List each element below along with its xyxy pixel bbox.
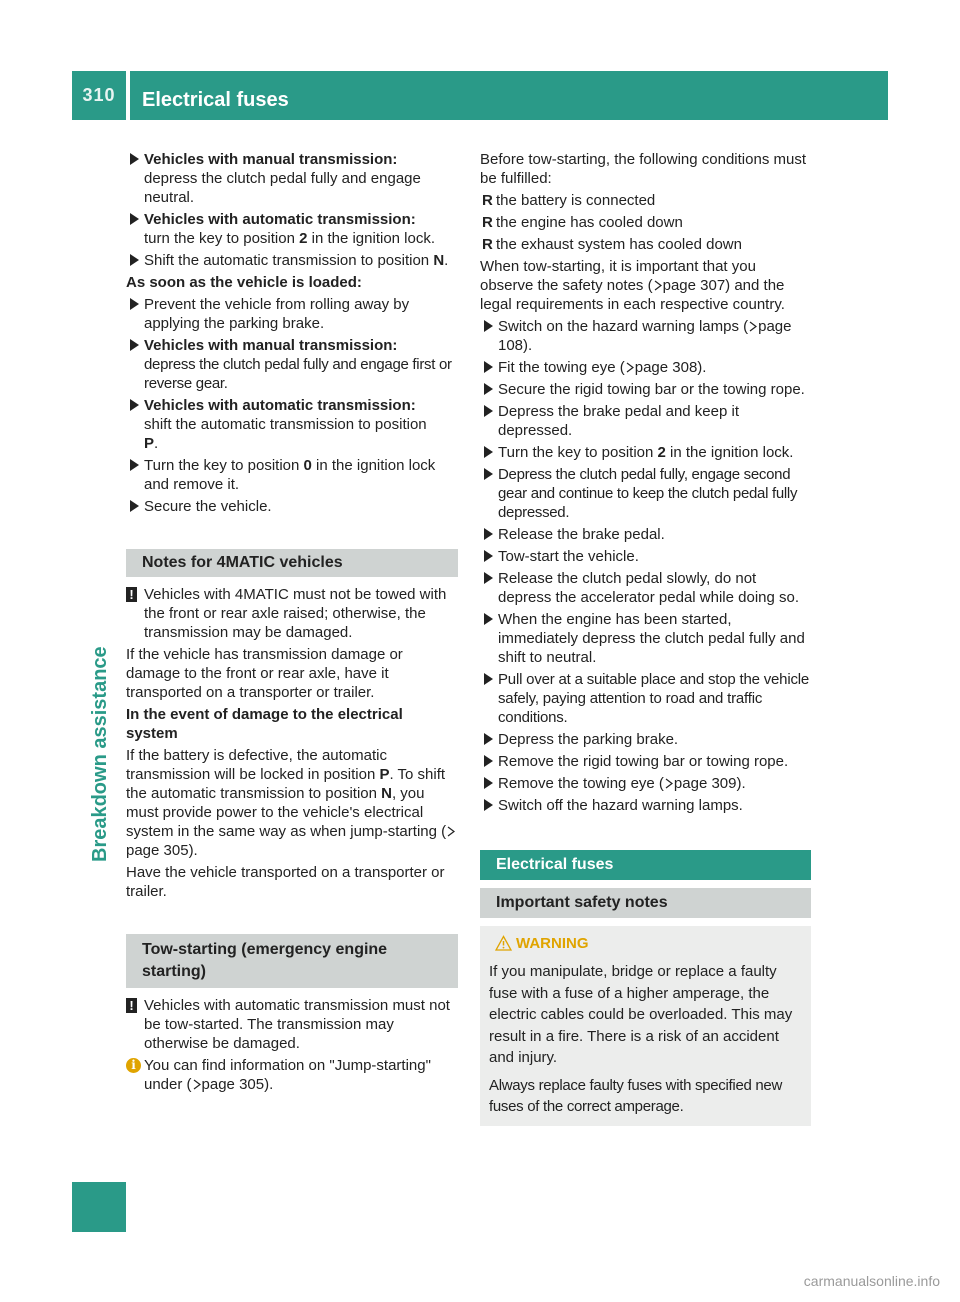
step-arrow-icon [483,732,495,747]
page-reference[interactable]: page 308). [634,359,707,376]
bullet-item [480,235,811,254]
step-item [480,380,811,399]
key-position: 0 [303,457,312,474]
right-column [480,150,811,1126]
step-text: Pull over at a suitable place and stop the vehicle safely, paying attention to road and traffic conditions. [498,671,810,726]
step-item [480,443,811,462]
subheading: As soon as the vehicle is loaded: [126,274,362,291]
step-item [480,569,811,607]
step-text: . [444,252,449,269]
step-text: depress the clutch pedal fully and engage first or reverse gear. [144,356,452,392]
step-item [480,752,811,771]
step-item [480,610,811,667]
exclamation-icon: ! [126,998,137,1013]
sidebar-title: Breakdown assistance [89,646,111,862]
paragraph: Have the vehicle transported on a transporter or trailer. [126,864,445,900]
step-arrow-icon [483,798,495,813]
warning-text: Always replace faulty fuses with specified new fuses of the correct amperage. [489,1076,783,1115]
step-text: shift the automatic transmission to position [144,416,427,433]
step-arrow-icon [129,253,141,268]
key-position: 2 [657,444,666,461]
gear-position: P [144,435,155,452]
step-arrow-icon [483,445,495,460]
step-arrow-icon [483,754,495,769]
step-item [126,396,458,453]
step-text: Switch on the hazard warning lamps ( [498,318,749,335]
step-text: Release the brake pedal. [498,526,665,543]
bullet-text: the engine has cooled down [496,214,683,231]
caution-note [126,996,458,1053]
step-text: Depress the parking brake. [498,731,679,748]
step-label: Vehicles with automatic transmission: [144,211,416,228]
step-item [126,336,458,393]
step-arrow-icon [129,398,141,413]
step-text: Release the clutch pedal slowly, do not depress the accelerator pedal while doing so. [498,570,800,606]
bullet-r-icon: R [482,192,493,209]
note-text: You can find information on "Jump-starting" under ( [144,1057,431,1093]
section-heading-electrical-fuses: Electrical fuses [480,850,811,880]
step-text: Fit the towing eye ( [498,359,625,376]
step-item [126,150,458,207]
step-text: in the ignition lock. [307,230,436,247]
step-text: Tow-start the vehicle. [498,548,639,565]
note-text: Vehicles with automatic transmission must not be tow-started. The transmission may otherwise be damaged. [144,997,450,1052]
step-item [480,730,811,749]
step-text: Remove the towing eye ( [498,775,664,792]
step-arrow-icon [483,549,495,564]
bullet-text: the exhaust system has cooled down [496,236,742,253]
exclamation-icon: ! [126,587,137,602]
subheading: In the event of damage to the electrical system [126,706,403,742]
bullet-item [480,191,811,210]
paragraph: Before tow-starting, the following conditions must be fulfilled: [480,151,806,187]
watermark: carmanualsonline.info [803,1273,940,1289]
warning-label: WARNING [516,935,589,952]
bullet-r-icon: R [482,236,493,253]
step-item [480,774,811,793]
page-reference[interactable]: page 309). [673,775,746,792]
page-reference[interactable]: page 307) and the legal requirements in each respective country. [480,277,785,313]
step-arrow-icon [129,499,141,514]
header-divider [126,71,130,120]
step-text: turn the key to position [144,230,300,247]
caution-note [126,585,458,642]
step-arrow-icon [483,404,495,419]
page-reference[interactable]: page 108). [498,318,792,354]
step-text: Prevent the vehicle from rolling away by applying the parking brake. [144,296,410,332]
paragraph-text: , you must provide power to the vehicle's electrical system in the same way as when jump-starting ( [126,785,447,840]
step-text: Depress the clutch pedal fully, engage second gear and continue to keep the clutch pedal fully depressed. [498,466,798,521]
step-item [126,251,458,270]
step-text: Turn the key to position [498,444,658,461]
step-text: Depress the brake pedal and keep it depressed. [498,403,739,439]
bullet-r-icon: R [482,214,493,231]
step-text: Remove the rigid towing bar or towing rope. [498,753,789,770]
step-arrow-icon [483,571,495,586]
step-text: Turn the key to position [144,457,304,474]
step-text: Switch off the hazard warning lamps. [498,797,743,814]
section-heading-safety-notes: Important safety notes [480,888,811,918]
step-item [480,402,811,440]
info-note [126,1056,458,1094]
note-text: Vehicles with 4MATIC must not be towed with the front or rear axle raised; otherwise, the transmission may be damaged. [144,586,447,641]
paragraph [126,746,458,860]
bullet-item [480,213,811,232]
warning-box [480,926,811,1126]
page-number: 310 [82,85,116,105]
step-text: depress the clutch pedal fully and engage neutral. [144,170,421,206]
step-text: in the ignition lock and remove it. [144,457,436,493]
info-icon: i [126,1058,141,1073]
step-arrow-icon [483,360,495,375]
step-item [480,670,811,727]
step-arrow-icon [483,319,495,334]
gear-position: N [433,252,445,269]
bullet-text: the battery is connected [496,192,656,209]
warning-text: If you manipulate, bridge or replace a faulty fuse with a fuse of a higher amperage, the electric cables could be overloaded. This may result in a fire. There is a risk of an accident and injury. [489,963,793,1066]
step-text: Shift the automatic transmission to position [144,252,434,269]
gear-position: N [381,785,392,802]
step-arrow-icon [129,297,141,312]
step-text: in the ignition lock. [665,444,794,461]
step-arrow-icon [483,467,495,482]
step-arrow-icon [483,776,495,791]
paragraph-text: When tow-starting, it is important that you observe the safety notes ( [480,258,756,294]
left-column [126,150,458,1097]
step-item [480,317,811,355]
page-reference[interactable]: page 305). [201,1076,274,1093]
step-item [480,465,811,522]
step-label: Vehicles with manual transmission: [144,151,398,168]
step-text: . [154,435,159,452]
step-item [480,525,811,544]
page-ref-arrow-icon [665,778,673,789]
warning-heading [489,934,801,954]
step-arrow-icon [483,672,495,687]
step-item [480,547,811,566]
page-ref-arrow-icon [626,362,634,373]
step-item [480,358,811,377]
step-arrow-icon [483,612,495,627]
page-ref-arrow-icon [749,321,757,332]
warning-triangle-icon [495,935,512,951]
page-header [72,71,888,120]
sidebar-tab-block [72,1182,126,1232]
step-text: Secure the vehicle. [144,498,272,515]
step-text: Secure the rigid towing bar or the towing rope. [498,381,805,398]
step-arrow-icon [129,212,141,227]
step-item [126,210,458,248]
page-ref-arrow-icon [447,826,455,837]
key-position: 2 [299,230,308,247]
step-arrow-icon [129,338,141,353]
paragraph-text: . To shift the automatic transmission to position [126,766,446,802]
paragraph: If the vehicle has transmission damage or damage to the front or rear axle, have it transported on a transporter or trailer. [126,646,403,701]
page-ref-arrow-icon [654,280,662,291]
step-item [126,497,458,516]
section-heading-tow-starting: Tow-starting (emergency engine starting) [126,934,458,988]
step-item [126,456,458,494]
step-arrow-icon [129,152,141,167]
step-arrow-icon [129,458,141,473]
page-reference[interactable]: page 305). [126,842,198,859]
step-label: Vehicles with manual transmission: [144,337,398,354]
page-title: Electrical fuses [142,89,289,111]
step-text: When the engine has been started, immediately depress the clutch pedal fully and shift to neutral. [498,611,805,666]
step-label: Vehicles with automatic transmission: [144,397,416,414]
step-arrow-icon [483,382,495,397]
step-item [126,295,458,333]
paragraph-text: If the battery is defective, the automatic transmission will be locked in position [126,747,387,783]
gear-position: P [379,766,390,783]
step-arrow-icon [483,527,495,542]
page-ref-arrow-icon [193,1079,201,1090]
step-item [480,796,811,815]
paragraph [480,257,811,314]
section-heading-4matic: Notes for 4MATIC vehicles [126,549,458,577]
